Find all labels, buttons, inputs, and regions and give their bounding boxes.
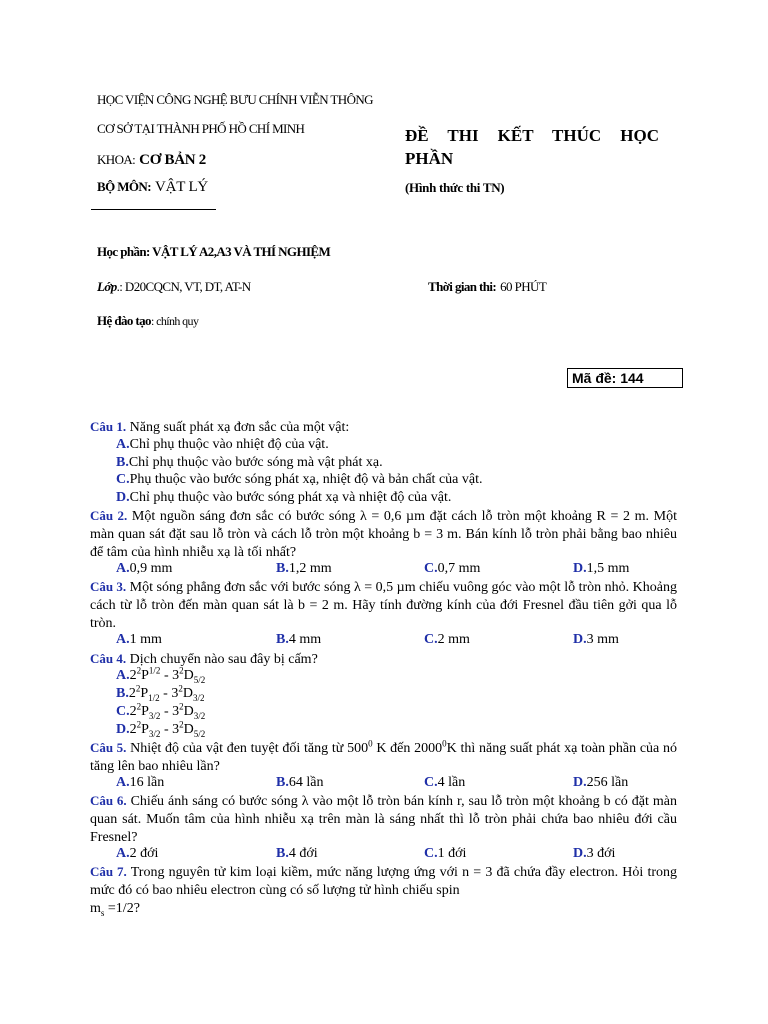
question-text: Trong nguyên tử kim loại kiềm, mức năng lượng ứng với n = 3 đã chứa đầy electron. Hỏi trong mức đó có bao nhiêu electron cùng có số lượng tử hình chiếu spin bbox=[90, 865, 677, 898]
exam-title-line1: ĐỀ THI KẾT THÚC HỌC bbox=[405, 126, 659, 145]
option-key: C. bbox=[424, 561, 438, 576]
question-text: K thì năng suất phát xạ toàn phần của nó tăng lên bao nhiêu lần? bbox=[90, 741, 678, 774]
q2-option-d[interactable] bbox=[573, 560, 629, 578]
system-label: Hệ đào tạo bbox=[97, 313, 151, 328]
option-text: 0,7 mm bbox=[437, 561, 481, 576]
option-key: D. bbox=[573, 632, 587, 647]
question-label: Câu 4. bbox=[90, 651, 127, 666]
option-text: 4 mm bbox=[288, 632, 322, 647]
option-text: $2^2P_{3/2} - 3^2D_{5/2}$ bbox=[129, 719, 206, 739]
question-1 bbox=[90, 418, 677, 437]
question-text: K đến 2000 bbox=[372, 741, 443, 756]
exam-form: (Hình thức thi TN) bbox=[405, 180, 505, 195]
option-key: B. bbox=[276, 846, 289, 861]
option-key: C. bbox=[424, 632, 438, 647]
ms-subscript: s bbox=[100, 907, 105, 918]
q1-option-b[interactable] bbox=[116, 454, 383, 472]
question-2 bbox=[90, 507, 677, 561]
course-title: Học phần: VẬT LÝ A2,A3 VÀ THÍ NGHIỆM bbox=[97, 244, 331, 259]
q6-option-a[interactable] bbox=[116, 845, 158, 863]
question-label: Câu 5. bbox=[90, 740, 127, 755]
option-text: $2^2P^{1/2} - 3^2D_{5/2}$ bbox=[129, 665, 206, 685]
dept-label: BỘ MÔN: bbox=[97, 179, 151, 194]
option-key: D. bbox=[116, 722, 130, 737]
q3-option-a[interactable] bbox=[116, 631, 162, 649]
option-text: 2 đới bbox=[129, 846, 159, 861]
question-7 bbox=[90, 863, 677, 900]
option-text: 3 mm bbox=[586, 632, 619, 647]
option-text: 256 lần bbox=[586, 775, 629, 790]
q3-option-c[interactable] bbox=[424, 631, 470, 649]
q2-option-a[interactable] bbox=[116, 560, 172, 578]
option-key: B. bbox=[276, 775, 289, 790]
q4-option-b[interactable] bbox=[116, 685, 204, 703]
option-text: Phụ thuộc vào bước sóng phát xạ, nhiệt độ và bản chất của vật. bbox=[129, 472, 483, 487]
system-line bbox=[97, 312, 198, 330]
system-value: : chính quy bbox=[150, 314, 199, 328]
option-key: A. bbox=[116, 668, 130, 683]
q5-option-b[interactable] bbox=[276, 774, 323, 792]
q3-option-d[interactable] bbox=[573, 631, 619, 649]
option-key: C. bbox=[424, 775, 438, 790]
option-key: A. bbox=[116, 846, 130, 861]
q5-option-d[interactable] bbox=[573, 774, 628, 792]
option-text: 64 lần bbox=[288, 775, 324, 790]
option-key: D. bbox=[116, 490, 130, 505]
question-label: Câu 3. bbox=[90, 579, 127, 594]
option-key: D. bbox=[573, 846, 587, 861]
q6-option-c[interactable] bbox=[424, 845, 466, 863]
question-text: Nhiệt độ của vật đen tuyệt đối tăng từ 500 bbox=[126, 741, 369, 756]
q4-option-d[interactable] bbox=[116, 721, 205, 739]
option-key: B. bbox=[276, 632, 289, 647]
exam-code-box: Mã đề: 144 bbox=[567, 368, 683, 388]
option-text: 0,9 mm bbox=[129, 561, 173, 576]
option-text: 1,2 mm bbox=[288, 561, 332, 576]
q5-option-c[interactable] bbox=[424, 774, 465, 792]
option-text: $2^2P_{3/2} - 3^2D_{3/2}$ bbox=[129, 701, 206, 721]
option-text: 16 lần bbox=[129, 775, 165, 790]
q3-option-b[interactable] bbox=[276, 631, 321, 649]
question-label: Câu 6. bbox=[90, 793, 127, 808]
ms-value: =1/2? bbox=[104, 901, 140, 916]
exam-title-line2: PHẦN bbox=[405, 149, 454, 168]
option-key: D. bbox=[573, 775, 587, 790]
option-key: B. bbox=[116, 686, 129, 701]
q2-option-b[interactable] bbox=[276, 560, 332, 578]
q4-option-a[interactable] bbox=[116, 667, 205, 685]
option-key: B. bbox=[116, 455, 129, 470]
dept-line bbox=[97, 178, 208, 196]
q6-option-d[interactable] bbox=[573, 845, 615, 863]
q1-option-a[interactable] bbox=[116, 436, 329, 454]
faculty-line bbox=[97, 151, 206, 169]
option-text: 1 mm bbox=[129, 632, 162, 647]
time-line bbox=[428, 278, 546, 296]
institute-name: HỌC VIỆN CÔNG NGHỆ BƯU CHÍNH VIỄN THÔNG bbox=[97, 92, 373, 107]
option-text: 3 đới bbox=[586, 846, 616, 861]
option-key: A. bbox=[116, 775, 130, 790]
question-text: Một sóng phẳng đơn sắc với bước sóng λ = 0,5 µm chiếu vuông góc vào một lỗ tròn nhỏ. Khoảng cách từ lỗ tròn đến màn quan sát là b = 2 m. Hãy tính đường kính của đới Fresnel đầu tiên gởi qua lỗ tròn. bbox=[90, 580, 678, 631]
option-key: C. bbox=[424, 846, 438, 861]
question-label: Câu 1. bbox=[90, 419, 127, 434]
question-label: Câu 2. bbox=[90, 508, 128, 523]
option-key: A. bbox=[116, 561, 130, 576]
superscript: 0 bbox=[368, 738, 373, 749]
option-text: 4 lần bbox=[437, 775, 466, 790]
q1-option-d[interactable] bbox=[116, 489, 451, 507]
dept-value: VẬT LÝ bbox=[154, 179, 209, 195]
q1-option-c[interactable] bbox=[116, 471, 482, 489]
q6-option-b[interactable] bbox=[276, 845, 318, 863]
option-key: C. bbox=[116, 472, 130, 487]
option-text: $2^2P_{1/2} - 3^2D_{3/2}$ bbox=[128, 683, 205, 703]
class-value: .: D20CQCN, VT, DT, AT-N bbox=[116, 279, 251, 294]
option-key: B. bbox=[276, 561, 289, 576]
option-text: Chỉ phụ thuộc vào nhiệt độ của vật. bbox=[129, 437, 329, 452]
time-label: Thời gian thi: bbox=[428, 279, 497, 294]
option-text: 1 đới bbox=[437, 846, 467, 861]
option-key: C. bbox=[116, 704, 130, 719]
question-text: Một nguồn sáng đơn sắc có bước sóng λ = 0,6 µm đặt cách lỗ tròn một khoảng R = 2 m. Một màn quan sát đặt sau lỗ tròn và cách lỗ tròn một khoảng b = 3 m. Bán kính lỗ tròn phải bằng bao nhiêu để tâm của hình nhiễu xạ là tối nhất? bbox=[90, 509, 677, 560]
question-text: Chiếu ánh sáng có bước sóng λ vào một lỗ tròn bán kính r, sau lỗ tròn một khoảng b có đặt màn quan sát. Muốn tâm của hình nhiễu xạ trên màn là sáng nhất thì lỗ tròn phải chứa bao nhiêu đới cầu Fresnel? bbox=[90, 794, 677, 845]
question-text: Năng suất phát xạ đơn sắc của một vật: bbox=[126, 420, 350, 435]
q4-option-c[interactable] bbox=[116, 703, 205, 721]
question-6 bbox=[90, 792, 677, 846]
q5-option-a[interactable] bbox=[116, 774, 164, 792]
option-text: Chỉ phụ thuộc vào bước sóng phát xạ và nhiệt độ của vật. bbox=[129, 490, 452, 505]
class-line bbox=[97, 278, 251, 296]
faculty-label: KHOA: bbox=[97, 152, 136, 167]
question-5 bbox=[90, 739, 677, 776]
faculty-value: CƠ BẢN 2 bbox=[139, 152, 206, 168]
option-text: 2 mm bbox=[437, 632, 470, 647]
option-text: 1,5 mm bbox=[586, 561, 630, 576]
question-text: Dịch chuyển nào sau đây bị cấm? bbox=[126, 652, 318, 667]
superscript: 0 bbox=[442, 738, 447, 749]
class-label: Lớp bbox=[97, 279, 117, 294]
option-key: A. bbox=[116, 437, 130, 452]
q2-option-c[interactable] bbox=[424, 560, 480, 578]
campus-name: CƠ SỞ TẠI THÀNH PHỐ HỒ CHÍ MINH bbox=[97, 121, 305, 136]
time-value: 60 PHÚT bbox=[500, 279, 547, 294]
option-text: 4 đới bbox=[288, 846, 318, 861]
q7-spin-quantum bbox=[90, 900, 140, 918]
option-key: A. bbox=[116, 632, 130, 647]
header-divider bbox=[91, 209, 216, 210]
option-key: D. bbox=[573, 561, 587, 576]
ms-symbol: m bbox=[90, 901, 101, 916]
question-3 bbox=[90, 578, 677, 632]
option-text: Chỉ phụ thuộc vào bước sóng mà vật phát xạ. bbox=[128, 455, 383, 470]
question-label: Câu 7. bbox=[90, 864, 127, 879]
